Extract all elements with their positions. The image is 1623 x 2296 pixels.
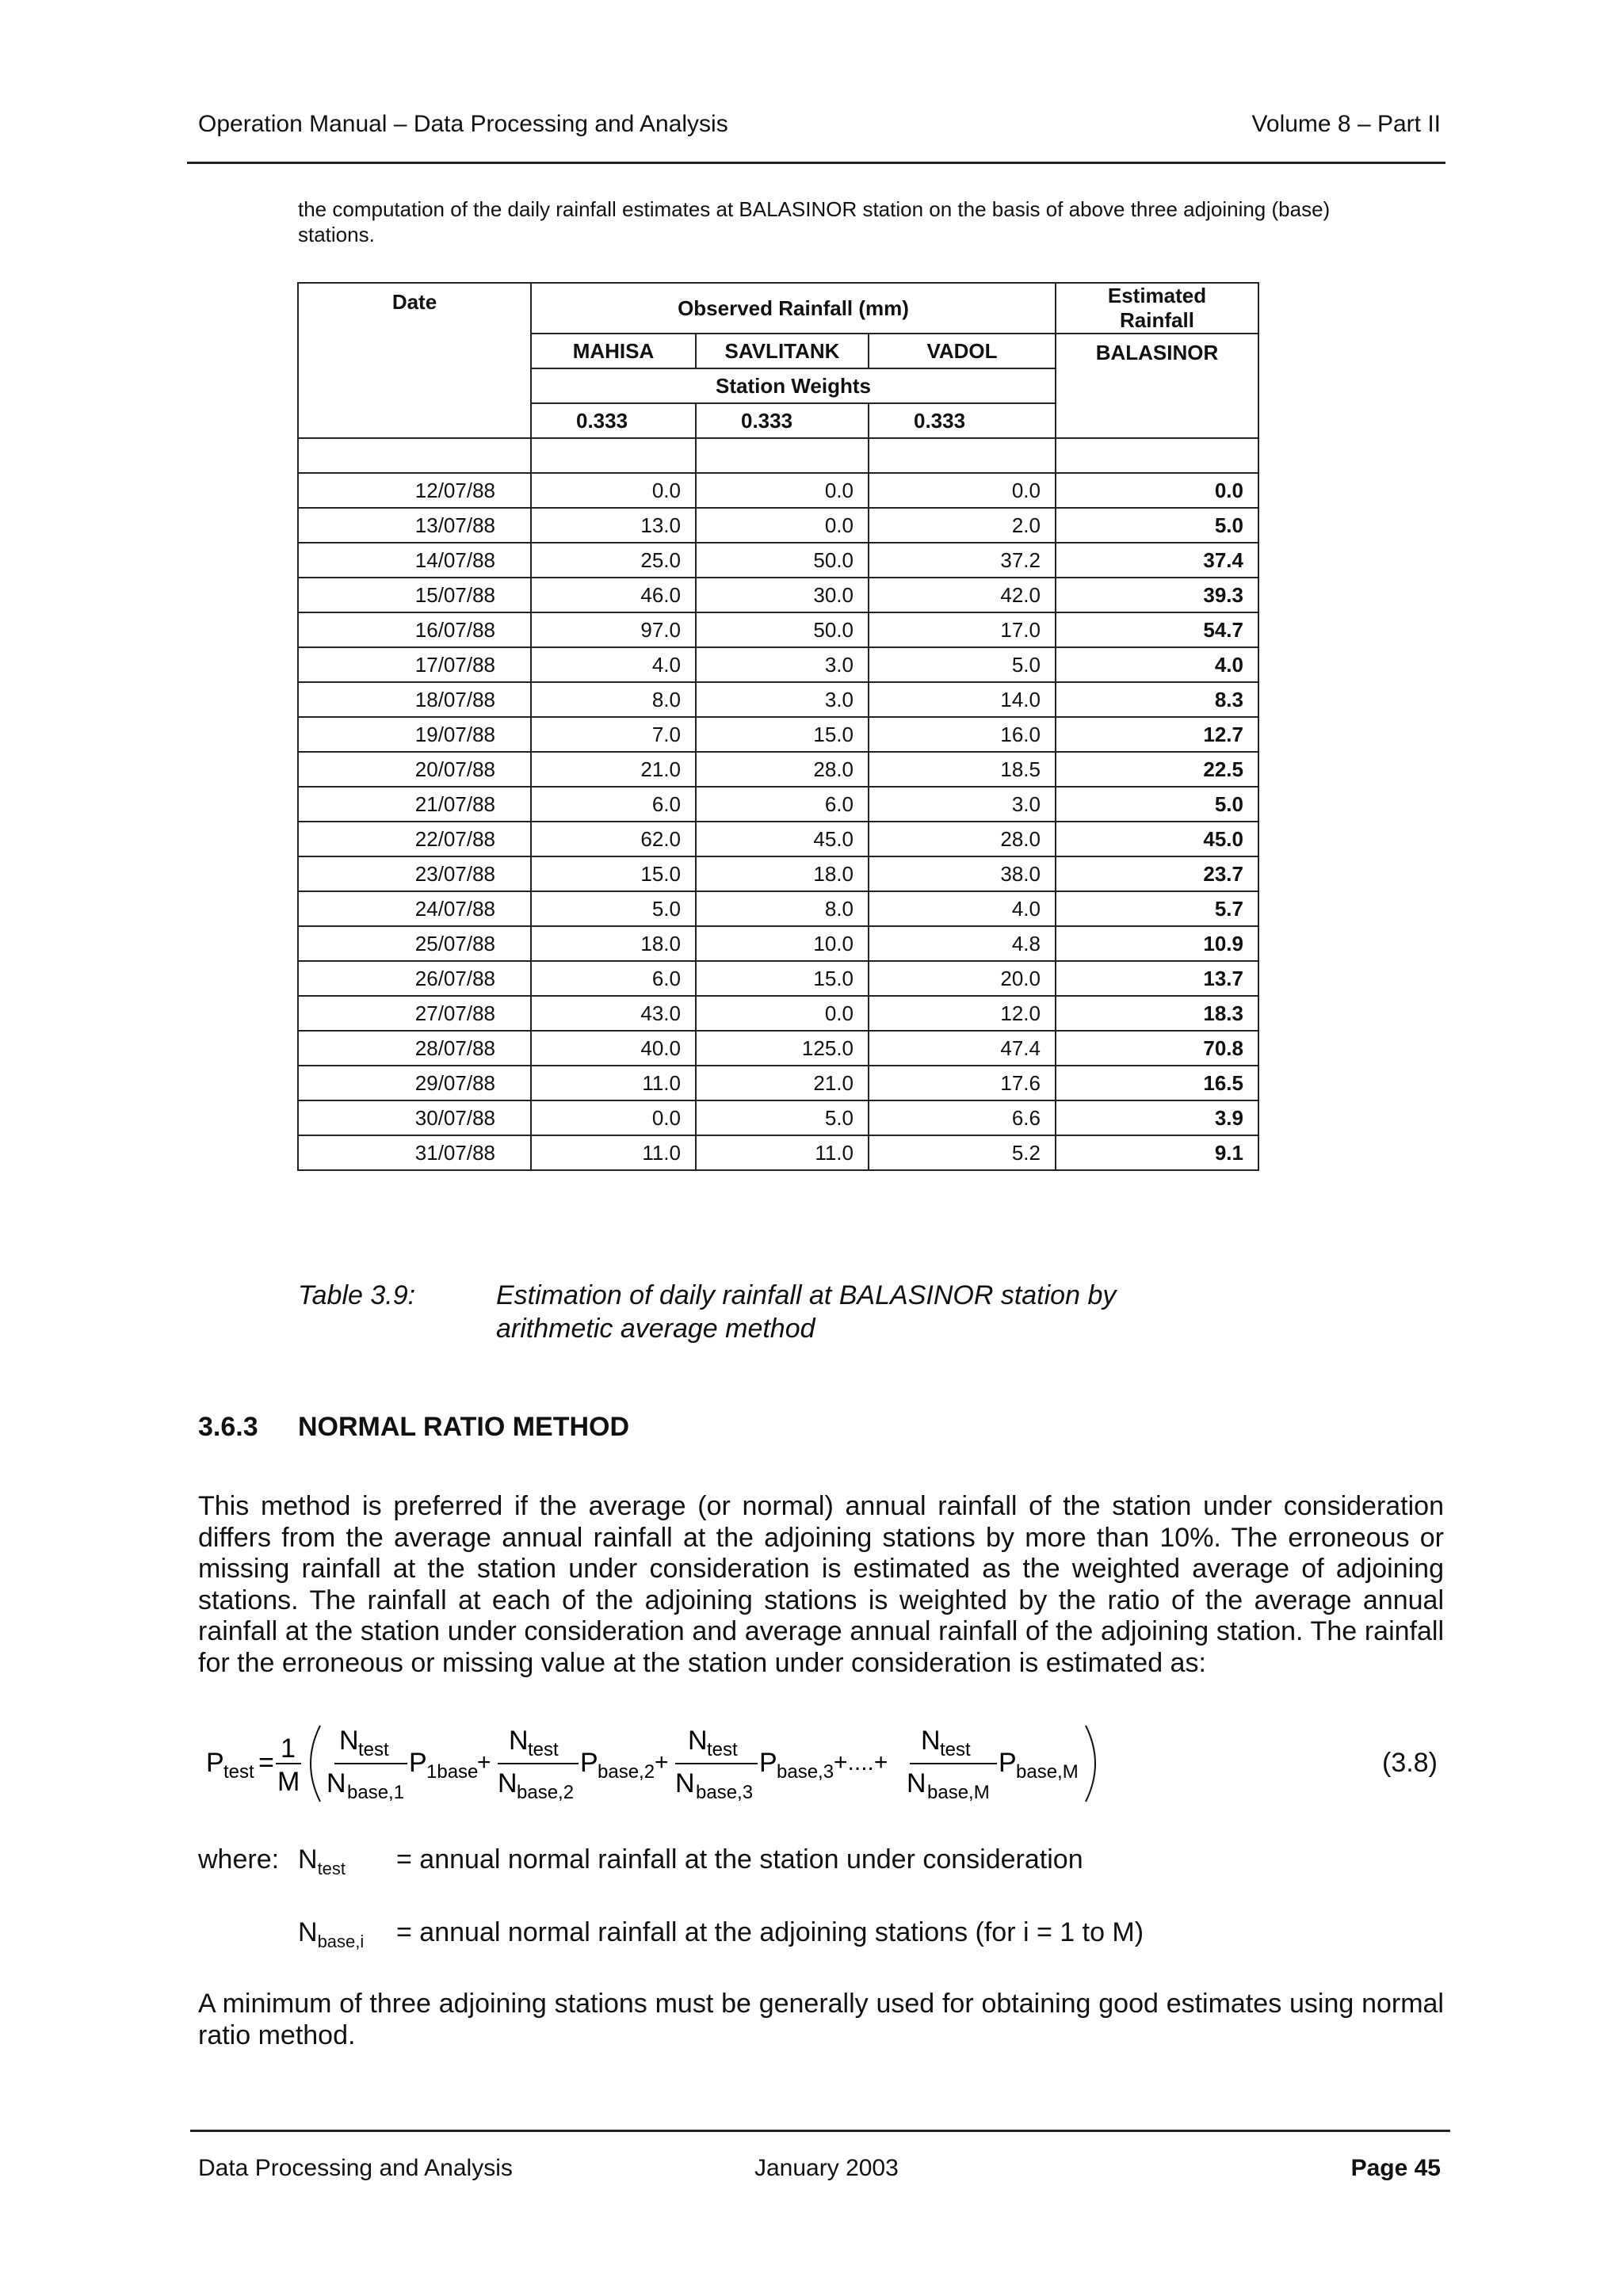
cell-savlitank: 3.0 (696, 682, 869, 717)
cell-mahisa: 46.0 (531, 578, 696, 612)
cell-date: 25/07/88 (298, 926, 531, 961)
cell-mahisa: 11.0 (531, 1135, 696, 1170)
cell-date: 22/07/88 (298, 822, 531, 856)
cell-mahisa: 0.0 (531, 1100, 696, 1135)
cell-date: 14/07/88 (298, 543, 531, 578)
section-heading (198, 1412, 629, 1443)
cell-mahisa: 11.0 (531, 1066, 696, 1100)
header-station-vadol: VADOL (869, 334, 1056, 368)
cell-mahisa: 4.0 (531, 647, 696, 682)
equation-3-8 (203, 1711, 1178, 1814)
cell-balasinor: 4.0 (1056, 647, 1258, 682)
cell-balasinor: 37.4 (1056, 543, 1258, 578)
eq-N-num-1: N (339, 1726, 359, 1756)
eq-N-num-3: N (688, 1726, 708, 1756)
cell-mahisa: 13.0 (531, 508, 696, 543)
eq-plus-2: + (655, 1749, 669, 1775)
table-row (298, 891, 1258, 926)
header-station-mahisa: MAHISA (531, 334, 696, 368)
cell-date: 19/07/88 (298, 717, 531, 752)
cell-savlitank: 30.0 (696, 578, 869, 612)
footer-page-number: Page 45 (1350, 2155, 1441, 2181)
cell-vadol: 37.2 (869, 543, 1056, 578)
header-volume: Volume 8 – Part II (1251, 111, 1441, 137)
table-row (298, 647, 1258, 682)
eq-N-num-1-sub: test (358, 1739, 389, 1760)
cell-savlitank: 5.0 (696, 1100, 869, 1135)
cell-vadol: 42.0 (869, 578, 1056, 612)
eq-N-num-M: N (921, 1726, 941, 1756)
eq-N-den-2-sub: base,2 (517, 1782, 575, 1803)
cell-balasinor: 5.0 (1056, 787, 1258, 822)
eq-P-2: P (580, 1748, 598, 1778)
cell-vadol: 38.0 (869, 856, 1056, 891)
table-caption-text: Estimation of daily rainfall at BALASINOR station by arithmetic average method (496, 1280, 1117, 1344)
cell-savlitank: 21.0 (696, 1066, 869, 1100)
eq-P-2-sub: base,2 (598, 1761, 655, 1783)
eq-plus-1: + (477, 1749, 491, 1775)
header-rule (187, 162, 1445, 164)
cell-mahisa: 0.0 (531, 473, 696, 508)
cell-vadol: 20.0 (869, 961, 1056, 996)
eq-N-den-2: N (498, 1768, 517, 1798)
cell-mahisa: 62.0 (531, 822, 696, 856)
table-row (298, 508, 1258, 543)
cell-date: 12/07/88 (298, 473, 531, 508)
cell-vadol: 5.2 (869, 1135, 1056, 1170)
cell-mahisa: 5.0 (531, 891, 696, 926)
intro-text: the computation of the daily rainfall estimates at BALASINOR station on the basis of above three adjoining (base) stations. (298, 197, 1331, 246)
where-def-nbase: = annual normal rainfall at the adjoining stations (for i = 1 to M) (396, 1917, 1144, 1947)
table-row (298, 473, 1258, 508)
table-row (298, 752, 1258, 787)
eq-left-paren (311, 1726, 320, 1802)
footer-rule (190, 2130, 1450, 2132)
cell-date: 18/07/88 (298, 682, 531, 717)
cell-balasinor: 3.9 (1056, 1100, 1258, 1135)
table-row (298, 578, 1258, 612)
cell-savlitank: 0.0 (696, 996, 869, 1031)
cell-vadol: 17.6 (869, 1066, 1056, 1100)
cell-mahisa: 40.0 (531, 1031, 696, 1066)
where-symbol-nbase: $N_{base,i}$ (298, 1917, 365, 1951)
eq-N-den-3: N (675, 1768, 695, 1798)
cell-date: 21/07/88 (298, 787, 531, 822)
table-row (298, 1100, 1258, 1135)
cell-mahisa: 25.0 (531, 543, 696, 578)
table-row (298, 822, 1258, 856)
cell-date: 20/07/88 (298, 752, 531, 787)
paragraph-normal-ratio: This method is preferred if the average (or normal) annual rainfall of the station under consideration differs from the average annual rainfall at the adjoining stations by more than 10%. The erroneous or missing rainfall at the station under consideration is estimated as the weighted average of adjoining stations. The rainfall at each of the adjoining stations is weighted by the ratio of the average annual rainfall at the station under consideration and average annual rainfall of the adjoining station. The rainfall for the erroneous or missing value at the station under consideration is estimated as: (198, 1491, 1444, 1678)
header-title: Operation Manual – Data Processing and Analysis (198, 111, 728, 137)
cell-vadol: 5.0 (869, 647, 1056, 682)
cell-vadol: 4.0 (869, 891, 1056, 926)
cell-savlitank: 45.0 (696, 822, 869, 856)
cell-balasinor: 16.5 (1056, 1066, 1258, 1100)
cell-savlitank: 8.0 (696, 891, 869, 926)
eq-N-den-M-sub: base,M (927, 1782, 990, 1803)
cell-savlitank: 0.0 (696, 473, 869, 508)
spacer-row (298, 438, 1258, 473)
eq-N-num-3-sub: test (707, 1739, 738, 1760)
eq-right-paren (1086, 1726, 1095, 1802)
eq-P-M-sub: base,M (1016, 1761, 1079, 1783)
footer-left: Data Processing and Analysis (198, 2155, 513, 2181)
eq-N-den-1-sub: base,1 (347, 1782, 405, 1803)
cell-balasinor: 18.3 (1056, 996, 1258, 1031)
cell-date: 26/07/88 (298, 961, 531, 996)
eq-P-3-sub: base,3 (777, 1761, 834, 1783)
table-row (298, 543, 1258, 578)
cell-mahisa: 6.0 (531, 787, 696, 822)
cell-savlitank: 50.0 (696, 543, 869, 578)
table-row (298, 926, 1258, 961)
table-row (298, 717, 1258, 752)
header-weights-label: Station Weights (531, 368, 1056, 403)
cell-vadol: 0.0 (869, 473, 1056, 508)
cell-vadol: 47.4 (869, 1031, 1056, 1066)
cell-balasinor: 5.0 (1056, 508, 1258, 543)
cell-savlitank: 0.0 (696, 508, 869, 543)
cell-vadol: 3.0 (869, 787, 1056, 822)
cell-mahisa: 21.0 (531, 752, 696, 787)
cell-savlitank: 125.0 (696, 1031, 869, 1066)
cell-mahisa: 18.0 (531, 926, 696, 961)
cell-date: 17/07/88 (298, 647, 531, 682)
header-station-balasinor: BALASINOR (1056, 334, 1258, 438)
table-row (298, 1135, 1258, 1170)
table-row (298, 612, 1258, 647)
cell-mahisa: 7.0 (531, 717, 696, 752)
cell-mahisa: 6.0 (531, 961, 696, 996)
cell-vadol: 12.0 (869, 996, 1056, 1031)
eq-P-M: P (999, 1748, 1017, 1778)
header-date: Date (298, 283, 531, 438)
paragraph-minimum-stations: A minimum of three adjoining stations must be generally used for obtaining good estimates using normal ratio method. (198, 1989, 1444, 2050)
page-header (198, 111, 1441, 146)
eq-P-1: P (409, 1748, 427, 1778)
cell-savlitank: 15.0 (696, 961, 869, 996)
header-station-savlitank: SAVLITANK (696, 334, 869, 368)
where-def-ntest: = annual normal rainfall at the station under consideration (396, 1844, 1083, 1875)
cell-balasinor: 39.3 (1056, 578, 1258, 612)
eq-N-den-M: N (907, 1768, 926, 1798)
weight-mahisa: 0.333 (531, 403, 696, 438)
cell-savlitank: 6.0 (696, 787, 869, 822)
cell-balasinor: 9.1 (1056, 1135, 1258, 1170)
header-estimated: Estimated Rainfall (1056, 283, 1258, 334)
cell-date: 16/07/88 (298, 612, 531, 647)
table-row (298, 856, 1258, 891)
eq-N-num-M-sub: test (940, 1739, 971, 1760)
cell-vadol: 28.0 (869, 822, 1056, 856)
cell-balasinor: 70.8 (1056, 1031, 1258, 1066)
eq-N-num-2: N (509, 1726, 529, 1756)
cell-vadol: 6.6 (869, 1100, 1056, 1135)
table-row (298, 787, 1258, 822)
cell-vadol: 14.0 (869, 682, 1056, 717)
cell-savlitank: 28.0 (696, 752, 869, 787)
cell-mahisa: 97.0 (531, 612, 696, 647)
cell-mahisa: 8.0 (531, 682, 696, 717)
cell-balasinor: 8.3 (1056, 682, 1258, 717)
eq-P-sub-test: test (223, 1761, 254, 1783)
cell-vadol: 16.0 (869, 717, 1056, 752)
section-number: 3.6.3 (198, 1412, 258, 1442)
cell-savlitank: 18.0 (696, 856, 869, 891)
cell-date: 31/07/88 (298, 1135, 531, 1170)
eq-M: M (277, 1767, 300, 1797)
eq-N-den-3-sub: base,3 (696, 1782, 754, 1803)
eq-equals: = (258, 1748, 274, 1778)
weight-savlitank: 0.333 (696, 403, 869, 438)
cell-balasinor: 0.0 (1056, 473, 1258, 508)
table-row (298, 1066, 1258, 1100)
weight-vadol: 0.333 (869, 403, 1056, 438)
table-caption-label: Table 3.9: (298, 1280, 416, 1310)
cell-date: 27/07/88 (298, 996, 531, 1031)
cell-date: 13/07/88 (298, 508, 531, 543)
eq-ellipsis: +....+ (834, 1749, 888, 1775)
eq-one: 1 (281, 1733, 296, 1764)
equation-number: (3.8) (1382, 1748, 1438, 1778)
cell-vadol: 4.8 (869, 926, 1056, 961)
cell-balasinor: 54.7 (1056, 612, 1258, 647)
cell-date: 30/07/88 (298, 1100, 531, 1135)
eq-P: P (206, 1748, 224, 1778)
cell-mahisa: 43.0 (531, 996, 696, 1031)
table-row (298, 961, 1258, 996)
table-row (298, 682, 1258, 717)
table-row (298, 996, 1258, 1031)
cell-balasinor: 12.7 (1056, 717, 1258, 752)
cell-savlitank: 10.0 (696, 926, 869, 961)
where-label: where: (198, 1844, 280, 1875)
cell-date: 28/07/88 (298, 1031, 531, 1066)
eq-N-num-2-sub: test (528, 1739, 559, 1760)
header-observed: Observed Rainfall (mm) (531, 283, 1056, 334)
table-row (298, 1031, 1258, 1066)
cell-balasinor: 23.7 (1056, 856, 1258, 891)
cell-savlitank: 3.0 (696, 647, 869, 682)
cell-savlitank: 11.0 (696, 1135, 869, 1170)
cell-balasinor: 5.7 (1056, 891, 1258, 926)
rainfall-table (297, 282, 1259, 1171)
cell-balasinor: 22.5 (1056, 752, 1258, 787)
cell-mahisa: 15.0 (531, 856, 696, 891)
where-symbol-ntest: $N_{test}$ (298, 1844, 346, 1878)
cell-balasinor: 10.9 (1056, 926, 1258, 961)
cell-balasinor: 45.0 (1056, 822, 1258, 856)
cell-date: 23/07/88 (298, 856, 531, 891)
cell-savlitank: 15.0 (696, 717, 869, 752)
eq-N-den-1: N (327, 1768, 346, 1798)
eq-P-3: P (759, 1748, 777, 1778)
cell-date: 24/07/88 (298, 891, 531, 926)
cell-vadol: 18.5 (869, 752, 1056, 787)
eq-P-1-sub: 1base (426, 1761, 479, 1783)
cell-vadol: 2.0 (869, 508, 1056, 543)
cell-balasinor: 13.7 (1056, 961, 1258, 996)
cell-vadol: 17.0 (869, 612, 1056, 647)
cell-date: 15/07/88 (298, 578, 531, 612)
footer-date: January 2003 (754, 2155, 899, 2181)
cell-savlitank: 50.0 (696, 612, 869, 647)
section-title: NORMAL RATIO METHOD (298, 1412, 630, 1442)
cell-date: 29/07/88 (298, 1066, 531, 1100)
